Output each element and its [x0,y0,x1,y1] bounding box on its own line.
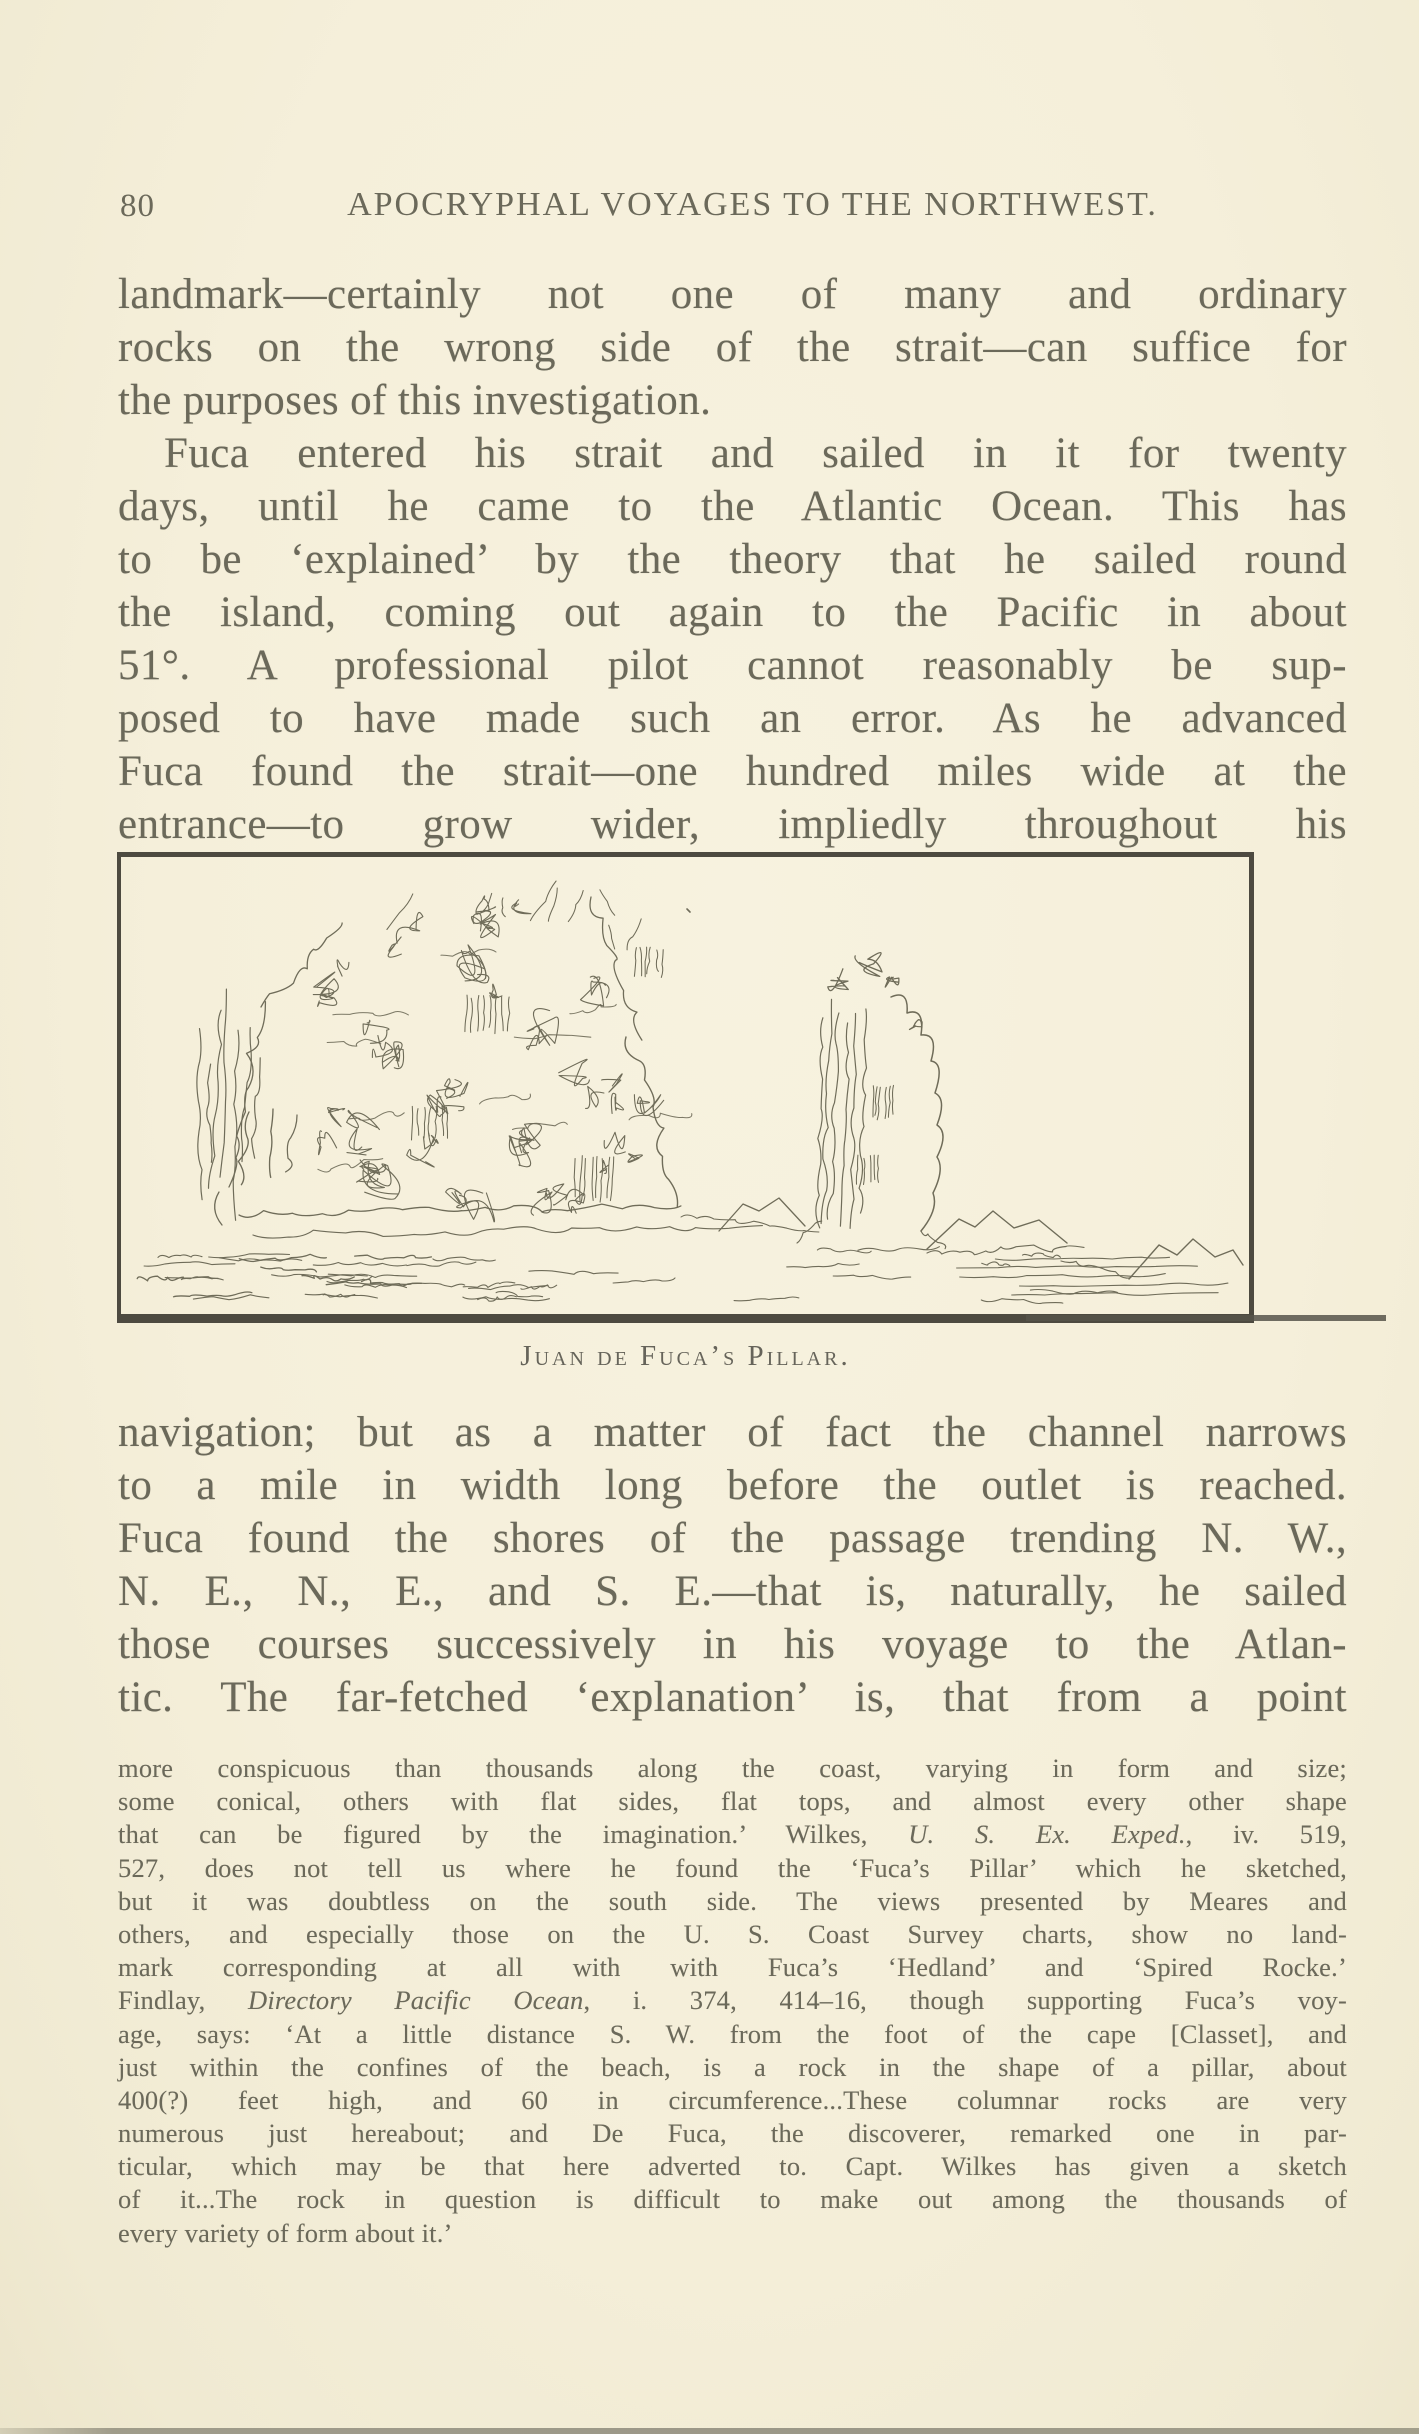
text-line: landmark—certainly not one of many and ordinary [118,271,1347,318]
text-line: rocks on the wrong side of the strait—can suffice for [118,324,1347,371]
text-line: tic. The far-fetched ‘explanation’ is, that from a point [118,1674,1347,1721]
footnote-line: others, and especially those on the U. S. Coast Survey charts, show no land- [118,1918,1347,1949]
citation-title: U. S. Ex. Exped. [908,1819,1186,1850]
footnote-text: , i. 374, 414–16, though supporting Fuca’s voy- [583,1985,1347,2016]
footnote-line: but it was doubtless on the south side. The views presented by Meares and [118,1885,1347,1916]
text-line: navigation; but as a matter of fact the channel narrows [118,1409,1347,1456]
body-text-upper [118,268,1347,851]
footnote-line: numerous just hereabout; and De Fuca, the discoverer, remarked one in par- [118,2118,1347,2149]
citation-title: Directory Pacific Ocean [248,1985,584,2016]
footnote-text: that can be figured by the imagination.’ Wilkes, [118,1819,909,1850]
text-line: 51°. A professional pilot cannot reasonably be sup- [118,642,1347,689]
text-line: N. E., N., E., and S. E.—that is, naturally, he sailed [118,1568,1347,1615]
footnote-line: 400(?) feet high, and 60 in circumference...These columnar rocks are very [118,2084,1347,2115]
running-title: APOCRYPHAL VOYAGES TO THE NORTHWEST. [347,186,1158,223]
footnote-line [118,1984,1347,2017]
footnote-line: just within the confines of the beach, is a rock in the shape of a pillar, about [118,2051,1347,2082]
body-text-lower [118,1406,1347,1724]
text-line: those courses successively in his voyage to the Atlan- [118,1621,1347,1668]
footnote-line [118,1818,1347,1851]
text-line: to be ‘explained’ by the theory that he sailed round [118,536,1347,583]
figure-caption: Juan de Fuca’s Pillar. [520,1340,851,1372]
text-line: entrance—to grow wider, impliedly throughout his [118,801,1347,848]
pillar-etching-illustration [121,857,1249,1314]
text-line: Fuca entered his strait and sailed in it for twenty [164,430,1347,477]
footnote-line: mark corresponding at all with with Fuca’s ‘Hedland’ and ‘Spired Rocke.’ [118,1952,1347,1983]
running-head [118,186,1347,228]
page-number: 80 [120,188,155,224]
scan-bottom-edge [0,2428,1419,2434]
footnote-text: Findlay, [118,1985,248,2016]
figure-frame [117,852,1254,1323]
text-line: posed to have made such an error. As he advanced [118,695,1347,742]
text-line: Fuca found the shores of the passage trending N. W., [118,1515,1347,1562]
footnote-line: some conical, others with flat sides, flat tops, and almost every other shape [118,1786,1347,1817]
footnote-line: age, says: ‘At a little distance S. W. from the foot of the cape [Classet], and [118,2018,1347,2049]
footnote [118,1752,1347,2250]
footnote-line: 527, does not tell us where he found the ‘Fuca’s Pillar’ which he sketched, [118,1852,1347,1883]
footnote-line: every variety of form about it.’ [118,2217,453,2248]
footnote-line: of it...The rock in question is difficult to make out among the thousands of [118,2184,1347,2215]
footnote-line: more conspicuous than thousands along the coast, varying in form and size; [118,1753,1347,1783]
text-line: to a mile in width long before the outlet is reached. [118,1462,1347,1509]
footnote-line: ticular, which may be that here adverted to. Capt. Wilkes has given a sketch [118,2151,1347,2182]
text-line: Fuca found the strait—one hundred miles wide at the [118,748,1347,795]
text-line: days, until he came to the Atlantic Ocean. This has [118,483,1347,530]
footnote-text: , iv. 519, [1185,1819,1347,1850]
text-line: the purposes of this investigation. [118,377,712,424]
text-line: the island, coming out again to the Pacific in about [118,589,1347,636]
